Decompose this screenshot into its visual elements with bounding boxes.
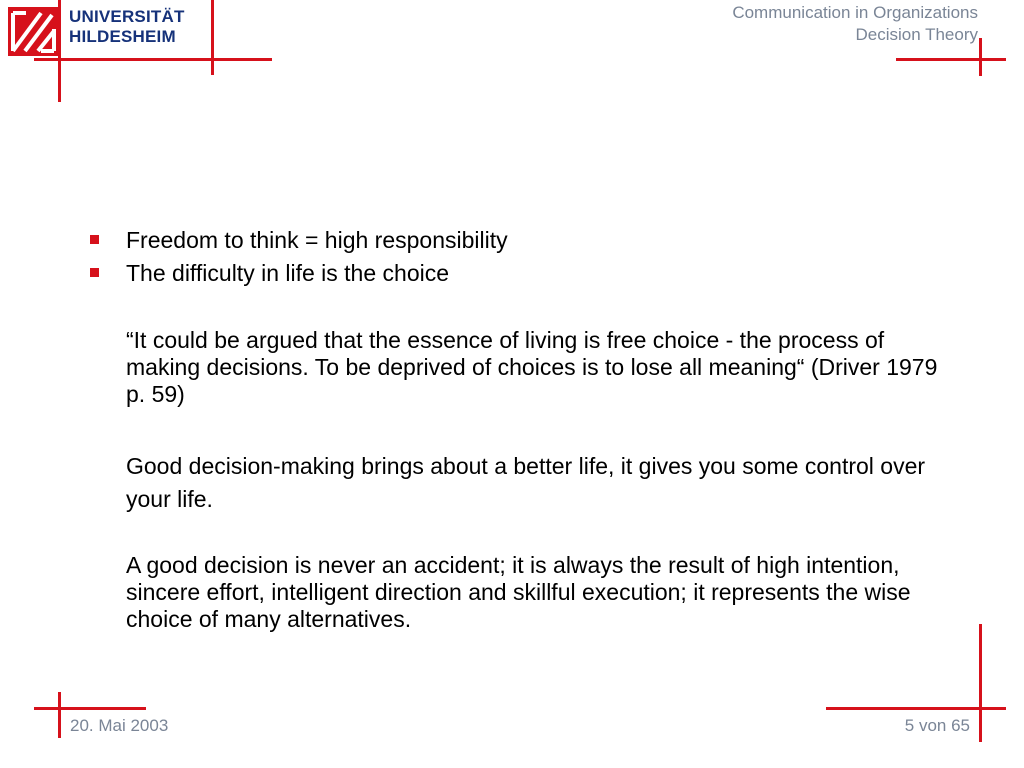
bullet-text: The difficulty in life is the choice — [126, 260, 450, 286]
bullet-square-icon — [90, 268, 99, 277]
university-name-line1: UNIVERSITÄT — [69, 7, 185, 26]
top-left-vertical-line-b — [211, 0, 214, 75]
bullet-text: Freedom to think = high responsibility — [126, 227, 508, 253]
bullet-list — [88, 224, 508, 290]
bullet-square-icon — [90, 235, 99, 244]
page-number: 5 von 65 — [904, 716, 970, 735]
course-title: Communication in Organizations — [732, 3, 978, 22]
bottom-left-vertical-line — [58, 692, 61, 738]
body-paragraph: Good decision-making brings about a better life, it gives you some control over your life. — [126, 453, 926, 512]
footer-date: 20. Mai 2003 — [70, 716, 169, 735]
slide-header — [732, 2, 978, 46]
university-logo-icon — [8, 7, 59, 56]
bullet-item — [88, 224, 508, 257]
bullet-item — [88, 257, 508, 290]
top-left-horizontal-line — [34, 58, 272, 61]
university-name — [69, 7, 185, 47]
quote-paragraph: “It could be argued that the essence of living is free choice - the process of making decisions. To be deprived of choices is to lose all meaning“ (Driver 1979 p. 59) — [126, 327, 938, 407]
body-paragraph: A good decision is never an accident; it is always the result of high intention, sincere effort, intelligent direction and skillful execution; it represents the wise choice of many alternatives. — [126, 552, 911, 632]
university-name-line2: HILDESHEIM — [69, 27, 176, 46]
topic-title: Decision Theory — [855, 25, 978, 44]
bottom-right-vertical-line — [979, 624, 982, 742]
bottom-left-horizontal-line — [34, 707, 146, 710]
top-right-horizontal-line — [896, 58, 1006, 61]
top-right-vertical-line — [979, 38, 982, 76]
